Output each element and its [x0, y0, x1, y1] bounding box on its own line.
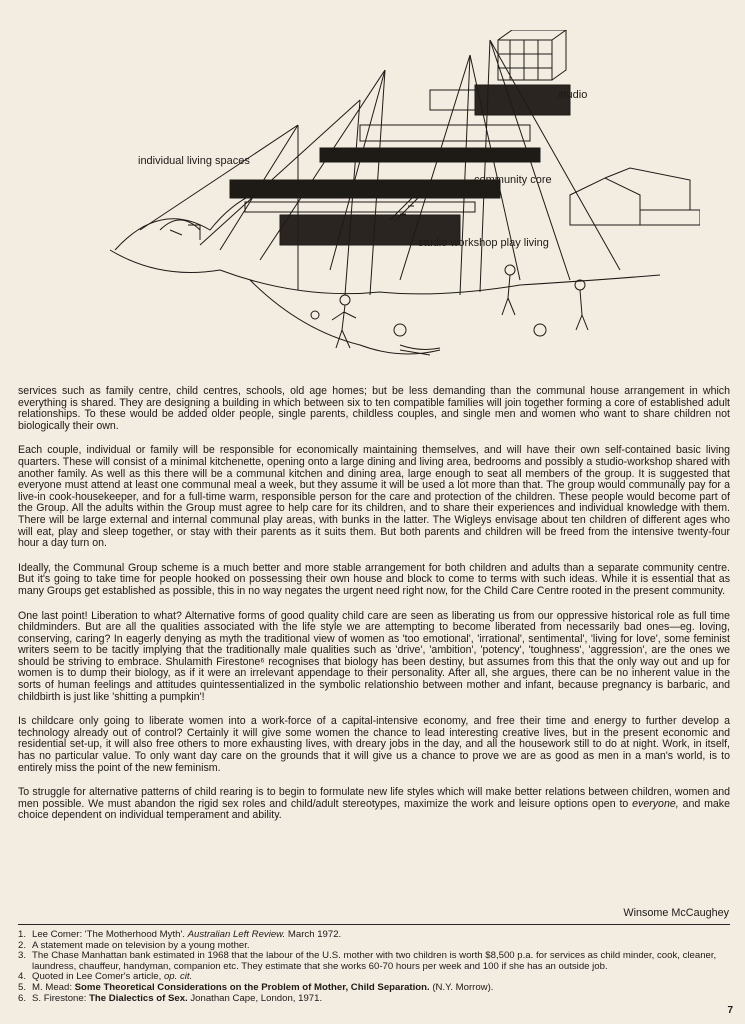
footnote-text: M. Mead: [32, 981, 75, 993]
footnote-number: 1. [18, 929, 27, 940]
closing-emphasis: everyone, [632, 797, 679, 810]
paragraph-3: Ideally, the Communal Group scheme is a much better and more stable arrangement for both children and adults than a separate community centre. But it's going to take time for people hooked on possessing their own house and block to come to terms with such ideas. While it is essential that as many Groups get established as possible, this in no way negates the urgent need right now, for the Child Care Centre rooted in the present community. [18, 561, 730, 597]
page-number: 7 [727, 1005, 733, 1016]
footnote-number: 6. [18, 992, 27, 1004]
footnote-divider [18, 924, 730, 925]
footnote-text: (N.Y. Morrow). [429, 981, 494, 993]
footnote-title: The Dialectics of Sex. [89, 992, 188, 1004]
closing-paragraph [18, 787, 730, 822]
label-community-core: community core [474, 174, 552, 186]
paragraph-2: Each couple, individual or family will be responsible for economically maintaining themselves, and will have their own self-contained basic living quarters. These will consist of a minimal kitchenette, opening onto a large dining and living area, bedrooms and possibly a studio-workshop shared with another family. As well as this there will be a communal kitchen and dining area, large enough to seat all members of the group. It is suggested that everyone must attend at least one communal meal a week, but they assume it will be used a lot more than that. The group would communally pay for a live-in cook-housekeeper, and for a full-time warm, responsible person for the care and protection of the children. These people would become part of the Group. All the adults within the Group must agree to help care for its children, and to share their experiences and individual knowledge with them. There will be large external and internal communal play areas, with bunks in the latter. The Wigleys envisage about ten children of different ages who will eat, play and sleep together, or stay with their parents as it suits them. But both parents and children will be freed from the intensive twenty-four hour a day turn on. [18, 444, 730, 550]
author-byline: Winsome McCaughey [623, 907, 729, 919]
footnote-text: Quoted in Lee Comer's article, [32, 971, 164, 983]
footnotes [18, 930, 730, 1004]
footnote-text: Lee Comer: 'The Motherhood Myth'. [32, 929, 188, 940]
label-individual-living-spaces: individual living spaces [138, 155, 250, 167]
closing-text-end: and make choice dependent on individual temperament and ability. [18, 797, 730, 822]
footnote-number: 5. [18, 981, 27, 993]
label-studio-workshop: studio workshop play living [418, 237, 549, 249]
footnote-number: 3. [18, 950, 27, 962]
footnote-1 [18, 930, 730, 941]
footnote-6 [18, 994, 730, 1005]
footnote-3 [18, 951, 730, 972]
paragraph-5: Is childcare only going to liberate women into a work-force of a capital-intensive economy, and free their time and energy to further develop a technology already out of control? Certainly it will give some women the chance to lead interesting creative lives, but in the present economic and residential set-up, it will also free others to more exhausting lives, with dreary jobs in the day, and all the housework still to do at night. Work, in itself, has no particular value. To only want day care on the grounds that it will give us a chance to prove we are as good as men in a man's world, is to entirely miss the point of the new feminism. [18, 715, 730, 774]
footnote-text: The Chase Manhattan bank estimated in 1968 that the labour of the U.S. mother with two children is worth $8,500 p.a. for services as child minder, cook, cleaner, laundress, chauffeur, handyman, companion etc. They estimate that she works 60-70 hours per week and 100 if she has an outside job. [32, 950, 717, 972]
paragraph-1: services such as family centre, child centres, schools, old age homes; but be less demanding than the communal house arrangement in which everything is shared. They are designing a building in which between six to ten compatible families will join together forming a core of established adult relationships. To these would be added older people, single parents, childless couples, and single men and women who want to share children not biologically their own. [18, 385, 730, 432]
footnote-title: op. cit. [163, 971, 193, 983]
footnote-title: Australian Left Review. [187, 929, 286, 940]
footnote-text: Jonathan Cape, London, 1971. [187, 992, 323, 1004]
closing-text-start: To struggle for alternative patterns of child rearing is to begin to formulate new life styles which will make better relations between children, women and men possible. We must abandon the rigid sex roles and child/adult stereotypes, maximize the work and leisure options open to [18, 786, 730, 810]
paragraph-4: One last point! Liberation to what? Alternative forms of good quality child care are seen as liberating us from our oppressive historical role as full time childminders. But are all the qualities associated with the life style we are attempting to become liberated from necessarily bad ones—eg. loving, conserving, caring? In eagerly denying as myth the traditional view of women as 'too emotional', 'irrational', sentimental', 'living for love', some feminist writers seem to be tacitly implying that the traditionally male qualities such as 'drive', 'ambition', 'potency', 'toughness', 'aggression', are the ones we should be striving to embrace. Shulamith Firestone⁶ recognises that biology has been destiny, but assumes from this that the only way out and up for women is to dump their biology, as if it were an irrelevant appendage to their personality. After all, she argues, there can be no inherent value in the sorts of human feelings and attitudes quintessentialized in the symbolic relationshio between mother and infant, because pregnancy is barbaric, and childbirth is just like 'shitting a pumpkin'! [18, 609, 730, 703]
label-studio: studio [558, 89, 588, 101]
footnote-number: 4. [18, 971, 27, 983]
footnote-text: S. Firestone: [32, 992, 90, 1004]
article-body [18, 386, 730, 822]
footnote-text: March 1972. [285, 929, 342, 940]
architectural-sketch [100, 30, 700, 375]
footnote-number: 2. [18, 939, 27, 951]
footnote-text: A statement made on television by a young mother. [32, 939, 250, 951]
footnote-title: Some Theoretical Considerations on the Problem of Mother, Child Separation. [74, 981, 430, 993]
